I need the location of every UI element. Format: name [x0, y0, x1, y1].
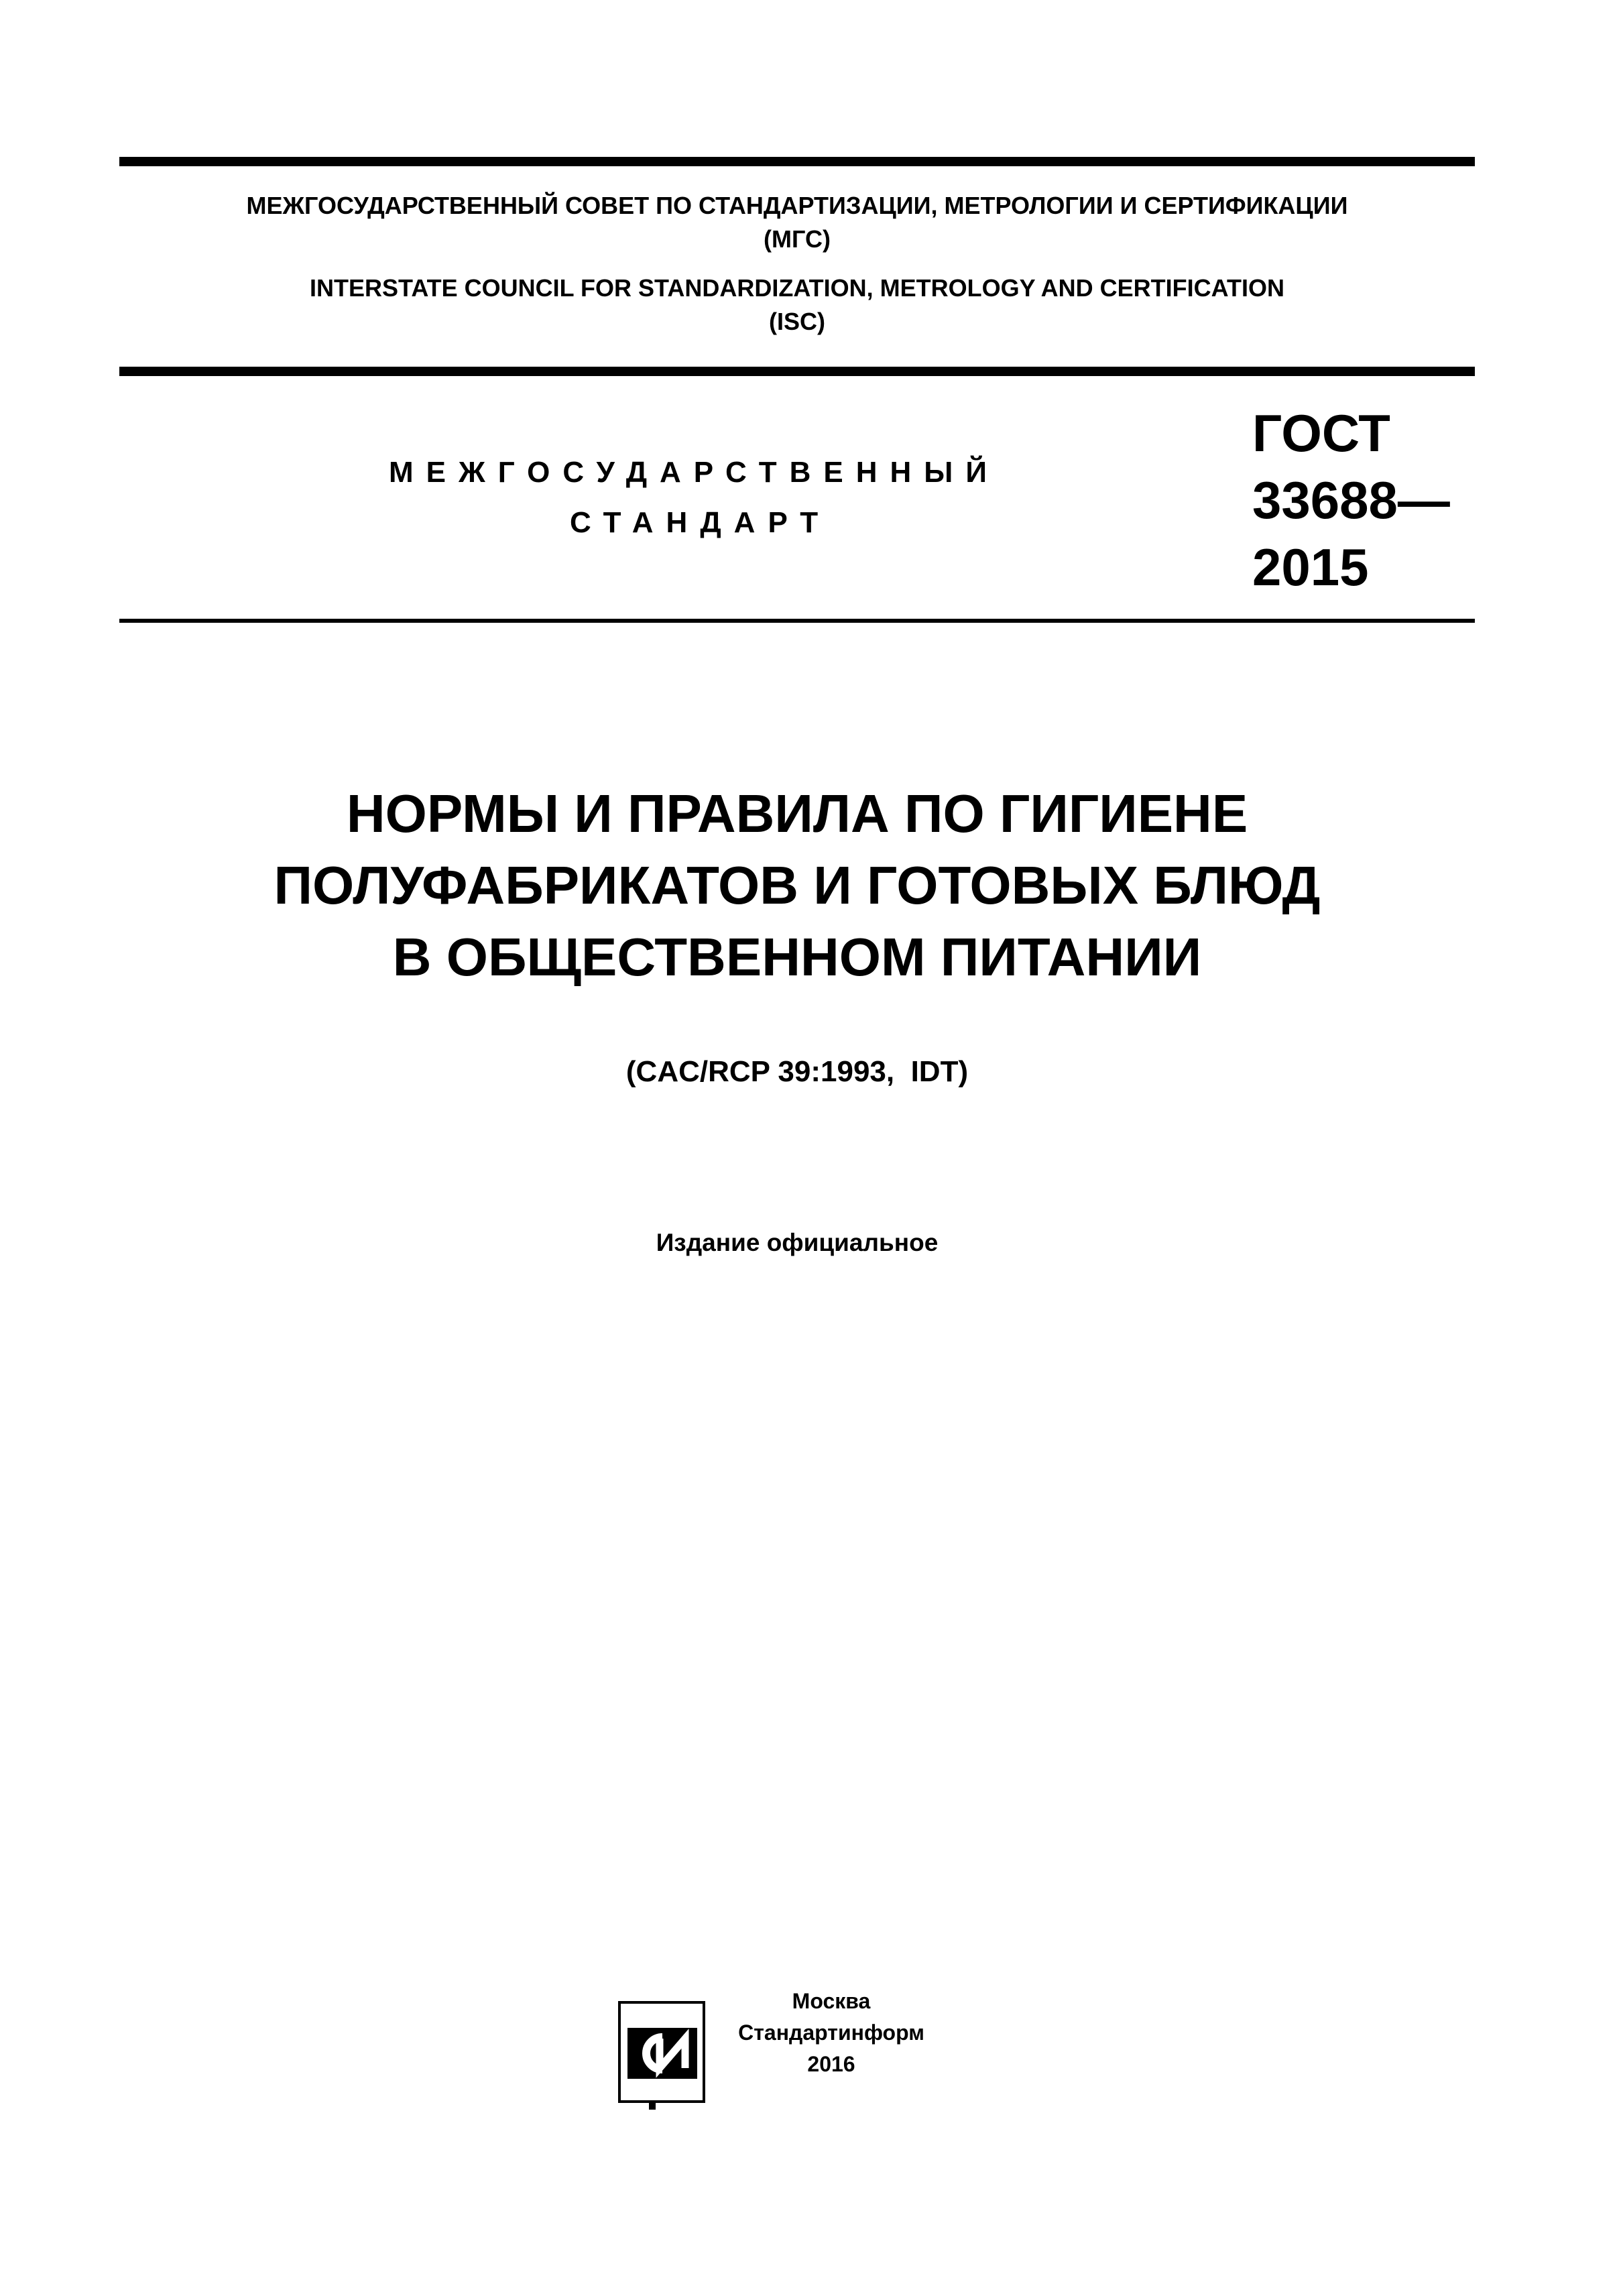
title-line-1: НОРМЫ И ПРАВИЛА ПО ГИГИЕНЕ [346, 784, 1248, 843]
imprint-city: Москва [792, 1989, 871, 2013]
gost-designation [1252, 400, 1450, 601]
title-line-2: ПОЛУФАБРИКАТОВ И ГОТОВЫХ БЛЮД [274, 855, 1321, 915]
council-name-en: INTERSTATE COUNCIL FOR STANDARDIZATION, METROLOGY AND CERTIFICATION [310, 274, 1284, 302]
council-name-ru: МЕЖГОСУДАРСТВЕННЫЙ СОВЕТ ПО СТАНДАРТИЗАЦИИ, МЕТРОЛОГИИ И СЕРТИФИКАЦИИ [246, 192, 1348, 219]
designation-divider-rule [119, 619, 1475, 623]
council-abbr-en: (ISC) [769, 308, 825, 335]
title-line-3: В ОБЩЕСТВЕННОМ ПИТАНИИ [392, 927, 1202, 987]
gost-label: ГОСТ [1252, 404, 1390, 463]
gost-year: 2015 [1252, 538, 1369, 597]
gost-number: 33688— [1252, 471, 1450, 530]
standard-type-line1: МЕЖГОСУДАРСТВЕННЫЙ [389, 456, 1000, 489]
top-rule [119, 157, 1475, 166]
publisher-imprint [724, 1986, 939, 2080]
edition-note: Издание официальное [656, 1229, 939, 1256]
standartinform-logo-icon [618, 2001, 715, 2111]
header-divider-rule [119, 367, 1475, 376]
international-reference: (CAC/RCP 39:1993, IDT) [625, 1055, 969, 1088]
document-title [119, 778, 1475, 993]
imprint-publisher: Стандартинформ [738, 2020, 924, 2045]
imprint-year: 2016 [807, 2052, 855, 2076]
standard-type-line2: СТАНДАРТ [570, 506, 831, 539]
council-abbr-ru: (МГС) [764, 225, 831, 253]
